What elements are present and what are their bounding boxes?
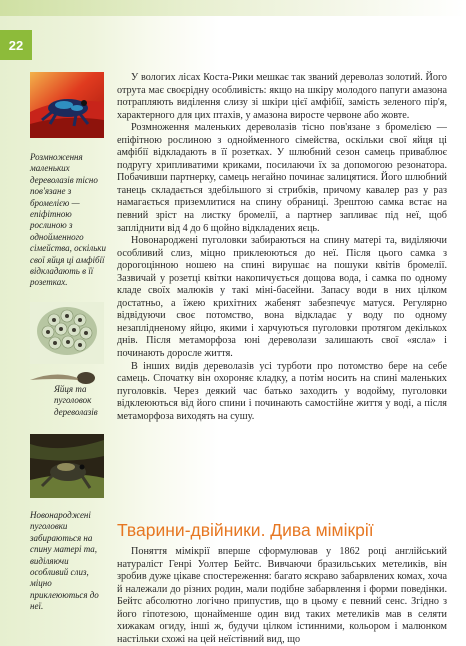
paragraph: Поняття мімікрії вперше сформулював у 1862 році англійський натураліст Генрі Уолтер Бейтс. Вивчаючи бразильських метеликів, він зробив дуже цікаве спостереження: багато яскраво забарвлених комах, хоча й належали до різних родин, мали подібне забарвлення і форми поведінки. Бейтс абсолютно логічно припустив, що в цьому є певний сенс. Згідно з його гіпотезою, щонайменше один вид таких метеликів мав в селяти хижакам огиду, інші ж, будучи цілком істинними, кольором і малюнком настільки схожі на цей неїстівний вид, що: [117, 546, 447, 645]
paragraph: Новонароджені пуголовки забираються на спину матері та, виділяючи особливий слиз, міцно приклеюються до неї. Після цього самка з дорогоцінною ношею на спині вирушає на пошуки квітів бромелії. Зазвичай у розетці квітки накопичується дощова вода, і самка по одному кладе своїх малюків у такі міні-басейни. Запасу води в них цілком достатньо, а їжею крихітних жабенят забезпечує матуся. Регулярно відвідуючи своє потомство, вона відкладає у воду по одному незаплідненому яйцю, якими і харчуються пуголовки протягом декількох днів. Після метаморфоза юні дереволази залишають свої «ясла» і починають доросле життя.: [117, 235, 447, 360]
section-heading: Тварини-двійники. Дива мімікрії: [117, 520, 374, 540]
main-text: [117, 72, 447, 423]
tadpole-frog-photo: [30, 434, 104, 498]
section-text: [117, 546, 447, 646]
top-banner: [0, 0, 466, 16]
paragraph: У вологих лісах Коста-Рики мешкає так званий дереволаз золотий. Його отрута має своєрідну особливість: якщо на шкіру молодого папуги амазона потрапляють виділення слизу зі шкіри цієї амфібії, замість зеленого пір'я, характерного для цих птахів, у амазона виросте червоне або жовте.: [117, 72, 447, 121]
frog-caption: Розмноження маленьких дереволазів тісно пов'язане з бромелією — епіфітною рослиною з однойменного сімейства, оскільки свої яйця ці амфібії відкладають в її розетках.: [30, 152, 107, 288]
paragraph: В інших видів дереволазів усі турботи про потомство бере на себе самець. Спочатку він охороняє кладку, а потім носить на спині маленьких пуголовків. Через деякий час батько заходить у водойму, пуголовки відклеюються від його спини і починають самостійне життя у воді, а після метаморфоза виходять на сушу.: [117, 360, 447, 422]
eggs-caption: Яйця та пуголовок дереволазів: [54, 384, 98, 417]
eggs-photo: [30, 302, 104, 364]
page-number: 22: [0, 30, 32, 60]
paragraph: Розмноження маленьких дереволазів тісно пов'язане з бромелією — епіфітною рослиною з однойменного сімейства, оскільки свої яйця ці амфібії відкладають в її розетках. У шлюбний сезон самець приваблює подругу хрипливатими криками, посилаючи їх за допомогою резонатора. Побачивши партнерку, самець негайно починає залицятися. Його шлюбний танець складається здебільшого зі стрибків, причому кавалер раз у раз намагається приземлитися на спину обраниці. Зрештою самка встає на певний зріст на листку бромелії, а партнер запливає під неї, щоб запліднити від 4 до 6 щойно відкладених яєць.: [117, 122, 447, 234]
tadpole-caption: Новонароджені пуголовки забираються на спину матері та, виділяючи особливий слиз, міцно приклеюються до неї.: [30, 510, 99, 612]
frog-photo: [30, 72, 104, 138]
